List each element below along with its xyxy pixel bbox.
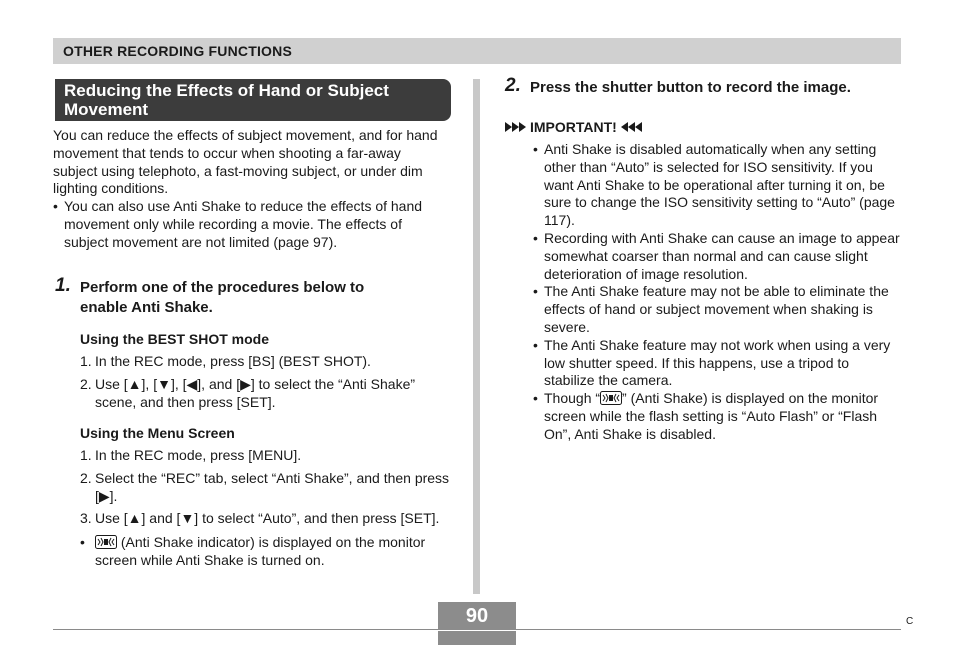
important-heading	[505, 119, 642, 135]
step-1	[55, 275, 415, 316]
intro-bullet-text: You can also use Anti Shake to reduce the effects of hand movement only while recording a movie. The effects of subject movement are not limited (page 97).	[64, 198, 423, 250]
best-shot-heading: Using the BEST SHOT mode	[80, 331, 270, 347]
bullet-dot: •	[80, 534, 85, 551]
list-item: 1. In the REC mode, press [MENU].	[80, 447, 302, 463]
step-text: Perform one of the procedures below to enable Anti Shake.	[80, 279, 365, 316]
important-list	[533, 141, 903, 444]
list-item: 2. Select the “REC” tab, select “Anti Shake”, and then press [▶].	[80, 469, 450, 504]
anti-shake-icon	[95, 535, 117, 549]
list-item: • Recording with Anti Shake can cause an image to appear somewhat coarser than normal and can cause slight deterioration of image resolution.	[533, 229, 900, 282]
page-number: 90	[465, 605, 489, 627]
column-divider	[473, 79, 480, 594]
page-number-box-tab	[438, 631, 516, 645]
list-item: 2. Use [▲], [▼], [◀], and [▶] to select the “Anti Shake” scene, and then press [SET].	[80, 375, 416, 410]
intro-bullet	[53, 198, 445, 251]
corner-mark: C	[906, 616, 914, 627]
menu-screen-heading: Using the Menu Screen	[80, 425, 235, 441]
indicator-note: • (Anti Shake indicator) is displayed on the monitor screen while Anti Shake is turned on.	[80, 534, 426, 568]
step-number: 1.	[55, 275, 71, 296]
list-item: 1. In the REC mode, press [BS] (BEST SHOT).	[80, 353, 371, 369]
page-number-box	[438, 602, 516, 630]
intro-paragraph: You can reduce the effects of subject movement, and for hand movement that tends to occur when shooting a far-away subject using telephoto, a fast-moving subject, or under dim lighting conditions.	[53, 127, 438, 197]
list-item: 3. Use [▲] and [▼] to select “Auto”, and then press [SET].	[80, 510, 440, 527]
best-shot-list	[80, 353, 450, 416]
list-item: • The Anti Shake feature may not be able to eliminate the effects of hand or subject movement when shaking is severe.	[533, 283, 889, 335]
anti-shake-icon	[600, 391, 622, 405]
bullet-dot: •	[533, 336, 538, 353]
page-header-bar	[53, 38, 901, 64]
step-2	[505, 76, 905, 97]
important-label: IMPORTANT!	[530, 119, 617, 135]
section-banner	[55, 79, 451, 121]
list-item: • Anti Shake is disabled automatically when any setting other than “Auto” is selected for ISO sensitivity. If you want Anti Shake to be operational after turning it on, be sure to change the ISO sensitivity setting to “Auto” (page 117).	[533, 141, 895, 229]
step-number: 2.	[505, 75, 521, 96]
list-item: • The Anti Shake feature may not work when using a very low shutter speed. If this happens, use a tripod to stabilize the camera.	[533, 336, 891, 389]
menu-screen-list	[80, 447, 450, 575]
step-text: Press the shutter button to record the image.	[530, 79, 851, 96]
intro-text	[53, 127, 445, 252]
bullet-dot: •	[533, 141, 538, 157]
triple-arrow-left-icon	[621, 122, 642, 132]
triple-arrow-right-icon	[505, 122, 526, 132]
bullet-dot: •	[533, 283, 538, 300]
bullet-dot: •	[53, 198, 58, 215]
list-item: • Though “ ” (Anti Shake) is displayed on the monitor screen while the flash setting is “Auto Flash” or “Flash On”, Anti Shake is disabled.	[533, 390, 879, 442]
section-title: Reducing the Effects of Hand or Subject Movement	[64, 81, 389, 119]
chapter-title: OTHER RECORDING FUNCTIONS	[63, 43, 292, 59]
bullet-dot: •	[533, 390, 538, 407]
bullet-dot: •	[533, 229, 538, 246]
